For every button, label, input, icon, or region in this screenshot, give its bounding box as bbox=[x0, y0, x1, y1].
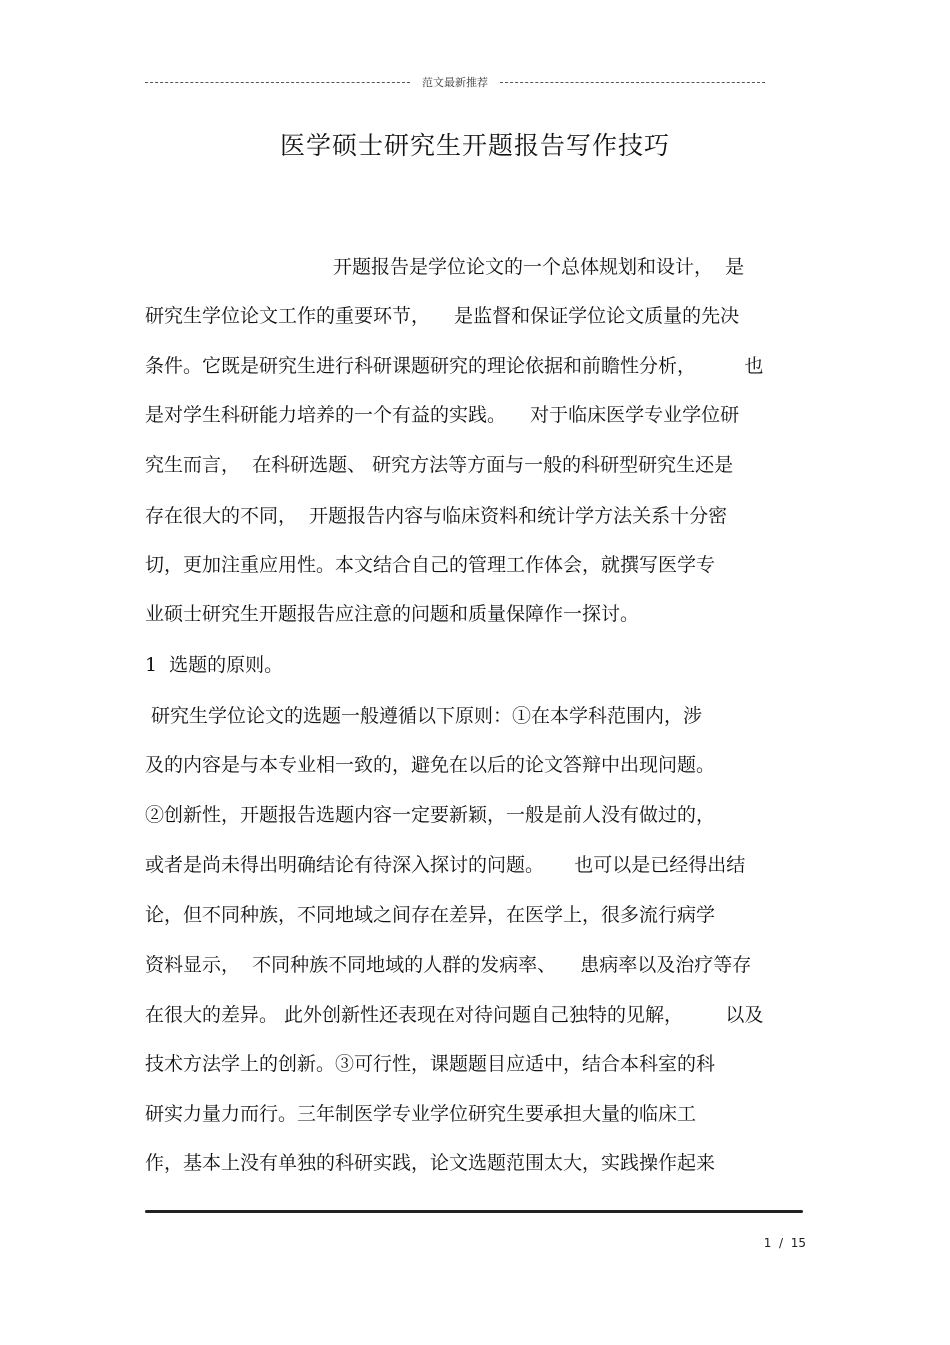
header-label: 范文最新推荐 bbox=[422, 76, 488, 89]
body-line: 研实力量力而行。三年制医学专业学位研究生要承担大量的临床工 bbox=[145, 1103, 697, 1125]
body-line: 及的内容是与本专业相一致的，避免在以后的论文答辩中出现问题。 bbox=[145, 754, 716, 776]
document-title: 医学硕士研究生开题报告写作技巧 bbox=[279, 131, 670, 160]
body-line: 技术方法学上的创新。③可行性，课题题目应适中，结合本科室的科 bbox=[145, 1053, 716, 1075]
body-line: 或者是尚未得出明确结论有待深入探讨的问题。 也可以是已经得出结 bbox=[145, 854, 746, 876]
body-line: ②创新性，开题报告选题内容一定要新颖，一般是前人没有做过的， bbox=[145, 804, 716, 826]
body-line: 条件。它既是研究生进行科研课题研究的理论依据和前瞻性分析， 也 bbox=[145, 355, 764, 377]
page-number: 1 / 15 bbox=[763, 1236, 806, 1250]
body-line: 研究生学位论文的选题一般遵循以下原则：①在本学科范围内，涉 bbox=[145, 705, 703, 727]
body-line: 究生而言， 在科研选题、 研究方法等方面与一般的科研型研究生还是 bbox=[145, 454, 734, 476]
body-line: 论，但不同种族，不同地域之间存在差异，在医学上，很多流行病学 bbox=[145, 904, 716, 926]
body-line: 存在很大的不同， 开题报告内容与临床资料和统计学方法关系十分密 bbox=[145, 505, 728, 527]
page-header bbox=[145, 73, 765, 91]
header-dash-right bbox=[500, 82, 765, 83]
body-line: 切，更加注重应用性。本文结合自己的管理工作体会，就撰写医学专 bbox=[145, 554, 716, 576]
body-line: 在很大的差异。 此外创新性还表现在对待问题自己独特的见解， 以及 bbox=[145, 1004, 764, 1026]
section-heading: 1 选题的原则。 bbox=[145, 654, 284, 676]
header-dash-left bbox=[145, 82, 410, 83]
body-line: 资料显示， 不同种族不同地域的人群的发病率、 患病率以及治疗等存 bbox=[145, 954, 752, 976]
body-line: 开题报告是学位论文的一个总体规划和设计， 是 bbox=[333, 256, 745, 278]
body-line: 业硕士研究生开题报告应注意的问题和质量保障作一探讨。 bbox=[145, 603, 640, 625]
body-line: 作，基本上没有单独的科研实践，论文选题范围太大，实践操作起来 bbox=[145, 1152, 716, 1174]
body-line: 是对学生科研能力培养的一个有益的实践。 对于临床医学专业学位研 bbox=[145, 404, 740, 426]
body-line: 研究生学位论文工作的重要环节， 是监督和保证学位论文质量的先决 bbox=[145, 305, 740, 327]
footer-divider bbox=[145, 1210, 803, 1213]
